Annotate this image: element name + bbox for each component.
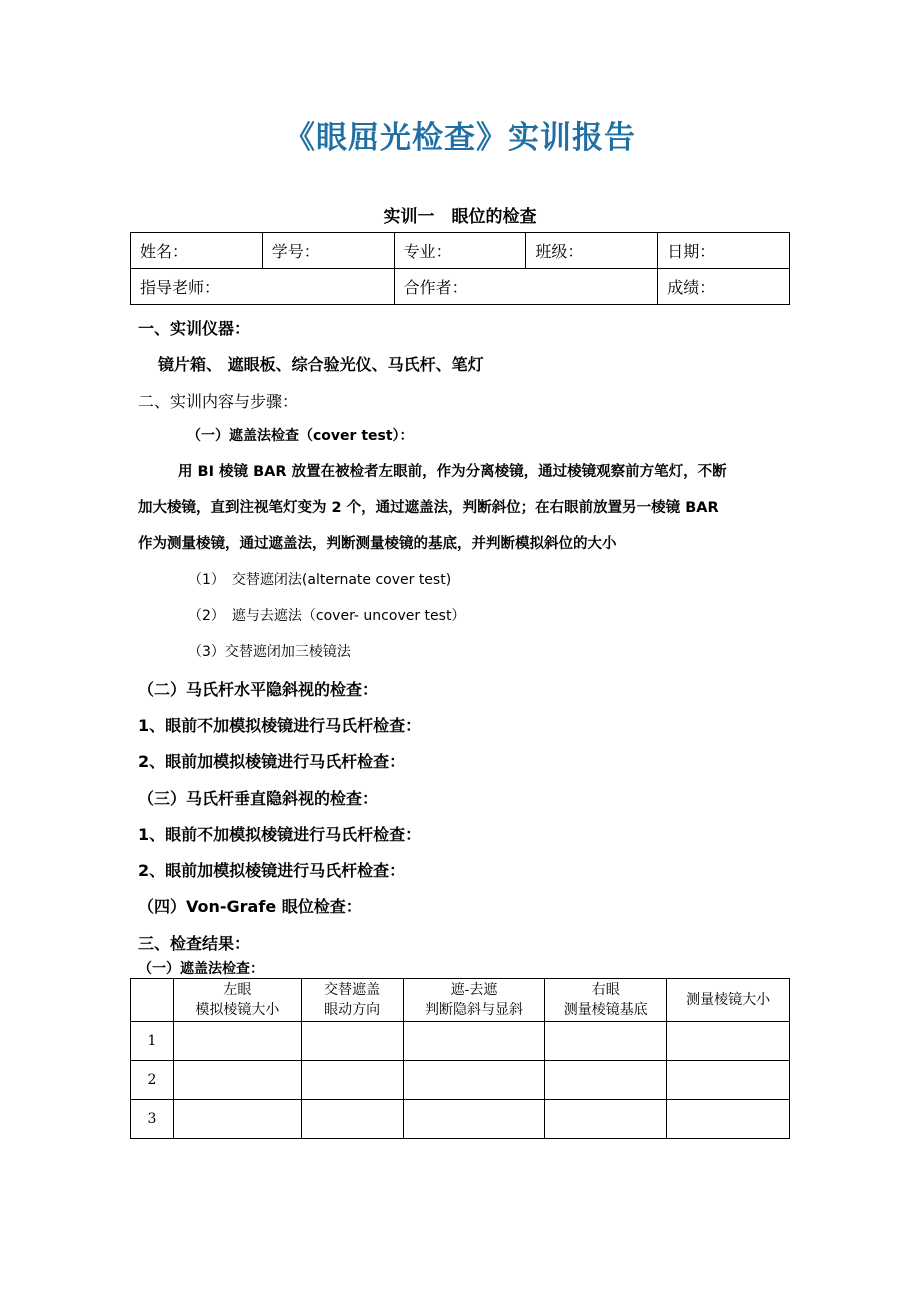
table-cell[interactable] — [545, 1022, 667, 1061]
section2-heading: 二、实训内容与步骤： — [138, 392, 299, 411]
header-right-eye — [545, 979, 667, 1022]
grade-cell[interactable]: 成绩： — [658, 269, 790, 305]
table-row — [131, 1061, 790, 1100]
sub3-item: 2、眼前加模拟棱镜进行马氏杆检查： — [138, 861, 406, 880]
table-row — [131, 1100, 790, 1139]
sub1-heading: （一）遮盖法检查（cover test）： — [187, 428, 414, 444]
row-number: 3 — [131, 1100, 174, 1139]
step-item: （3）交替遮闭加三棱镜法 — [188, 644, 351, 660]
header-text: 遮-去遮 — [450, 982, 498, 998]
section1-content: 镜片箱、 遮眼板、综合验光仪、马氏杆、笔灯 — [158, 355, 484, 374]
paragraph-line: 用 BI 棱镜 BAR 放置在被检者左眼前，作为分离棱镜，通过棱镜观察前方笔灯，不断 — [178, 464, 727, 480]
header-text: 左眼 — [223, 982, 252, 998]
table-cell[interactable] — [545, 1100, 667, 1139]
section3-heading: 三、检查结果： — [138, 934, 251, 953]
sub2-item: 1、眼前不加模拟棱镜进行马氏杆检查： — [138, 716, 422, 735]
sub3-heading: （三）马氏杆垂直隐斜视的检查： — [138, 789, 379, 808]
paragraph-line: 加大棱镜，直到注视笔灯变为 2 个，通过遮盖法，判断斜位；在右眼前放置另一棱镜 BAR — [138, 500, 719, 516]
table-cell[interactable] — [173, 1061, 301, 1100]
header-text: 右眼 — [591, 982, 620, 998]
row-number: 2 — [131, 1061, 174, 1100]
major-cell[interactable]: 专业： — [394, 233, 526, 269]
sub4-heading: （四）Von-Grafe 眼位检查： — [138, 897, 362, 916]
cover-test-results-table — [130, 978, 790, 1139]
sub2-heading: （二）马氏杆水平隐斜视的检查： — [138, 680, 379, 699]
table-cell[interactable] — [403, 1022, 545, 1061]
empty-header-cell — [131, 979, 174, 1022]
section1-heading: 一、实训仪器： — [138, 319, 251, 338]
document-title: 《眼屈光检查》实训报告 — [284, 120, 636, 156]
table-cell[interactable] — [301, 1022, 403, 1061]
sub2-item: 2、眼前加模拟棱镜进行马氏杆检查： — [138, 752, 406, 771]
table-cell[interactable] — [545, 1061, 667, 1100]
results-sub1-heading: （一）遮盖法检查： — [138, 961, 264, 977]
table-cell[interactable] — [173, 1022, 301, 1061]
experiment-subtitle: 实训一 眼位的检查 — [383, 207, 537, 227]
class-cell[interactable]: 班级： — [526, 233, 658, 269]
row-number: 1 — [131, 1022, 174, 1061]
table-cell[interactable] — [301, 1061, 403, 1100]
header-cover-uncover — [403, 979, 545, 1022]
date-cell[interactable]: 日期： — [658, 233, 790, 269]
table-row — [131, 1022, 790, 1061]
step-item: （1） 交替遮闭法(alternate cover test) — [188, 572, 452, 588]
results-header-row — [131, 979, 790, 1022]
info-row — [131, 269, 790, 305]
header-prism-size: 测量棱镜大小 — [667, 979, 790, 1022]
student-id-cell[interactable]: 学号： — [262, 233, 394, 269]
info-row — [131, 233, 790, 269]
header-left-eye — [173, 979, 301, 1022]
table-cell[interactable] — [301, 1100, 403, 1139]
instructor-cell[interactable]: 指导老师： — [131, 269, 395, 305]
header-text: 判断隐斜与显斜 — [424, 1002, 523, 1018]
student-info-table — [130, 232, 790, 305]
name-cell[interactable]: 姓名： — [131, 233, 263, 269]
partner-cell[interactable]: 合作者： — [394, 269, 658, 305]
table-cell[interactable] — [403, 1061, 545, 1100]
header-text: 模拟棱镜大小 — [195, 1002, 280, 1018]
table-cell[interactable] — [173, 1100, 301, 1139]
sub3-item: 1、眼前不加模拟棱镜进行马氏杆检查： — [138, 825, 422, 844]
header-text: 眼动方向 — [324, 1002, 381, 1018]
table-cell[interactable] — [667, 1100, 790, 1139]
header-text: 测量棱镜基底 — [563, 1002, 648, 1018]
step-item: （2） 遮与去遮法（cover- uncover test） — [188, 608, 466, 624]
table-cell[interactable] — [403, 1100, 545, 1139]
paragraph-line: 作为测量棱镜，通过遮盖法，判断测量棱镜的基底，并判断模拟斜位的大小 — [138, 536, 617, 552]
table-cell[interactable] — [667, 1022, 790, 1061]
header-text: 交替遮盖 — [324, 982, 381, 998]
table-cell[interactable] — [667, 1061, 790, 1100]
header-alternate-cover — [301, 979, 403, 1022]
